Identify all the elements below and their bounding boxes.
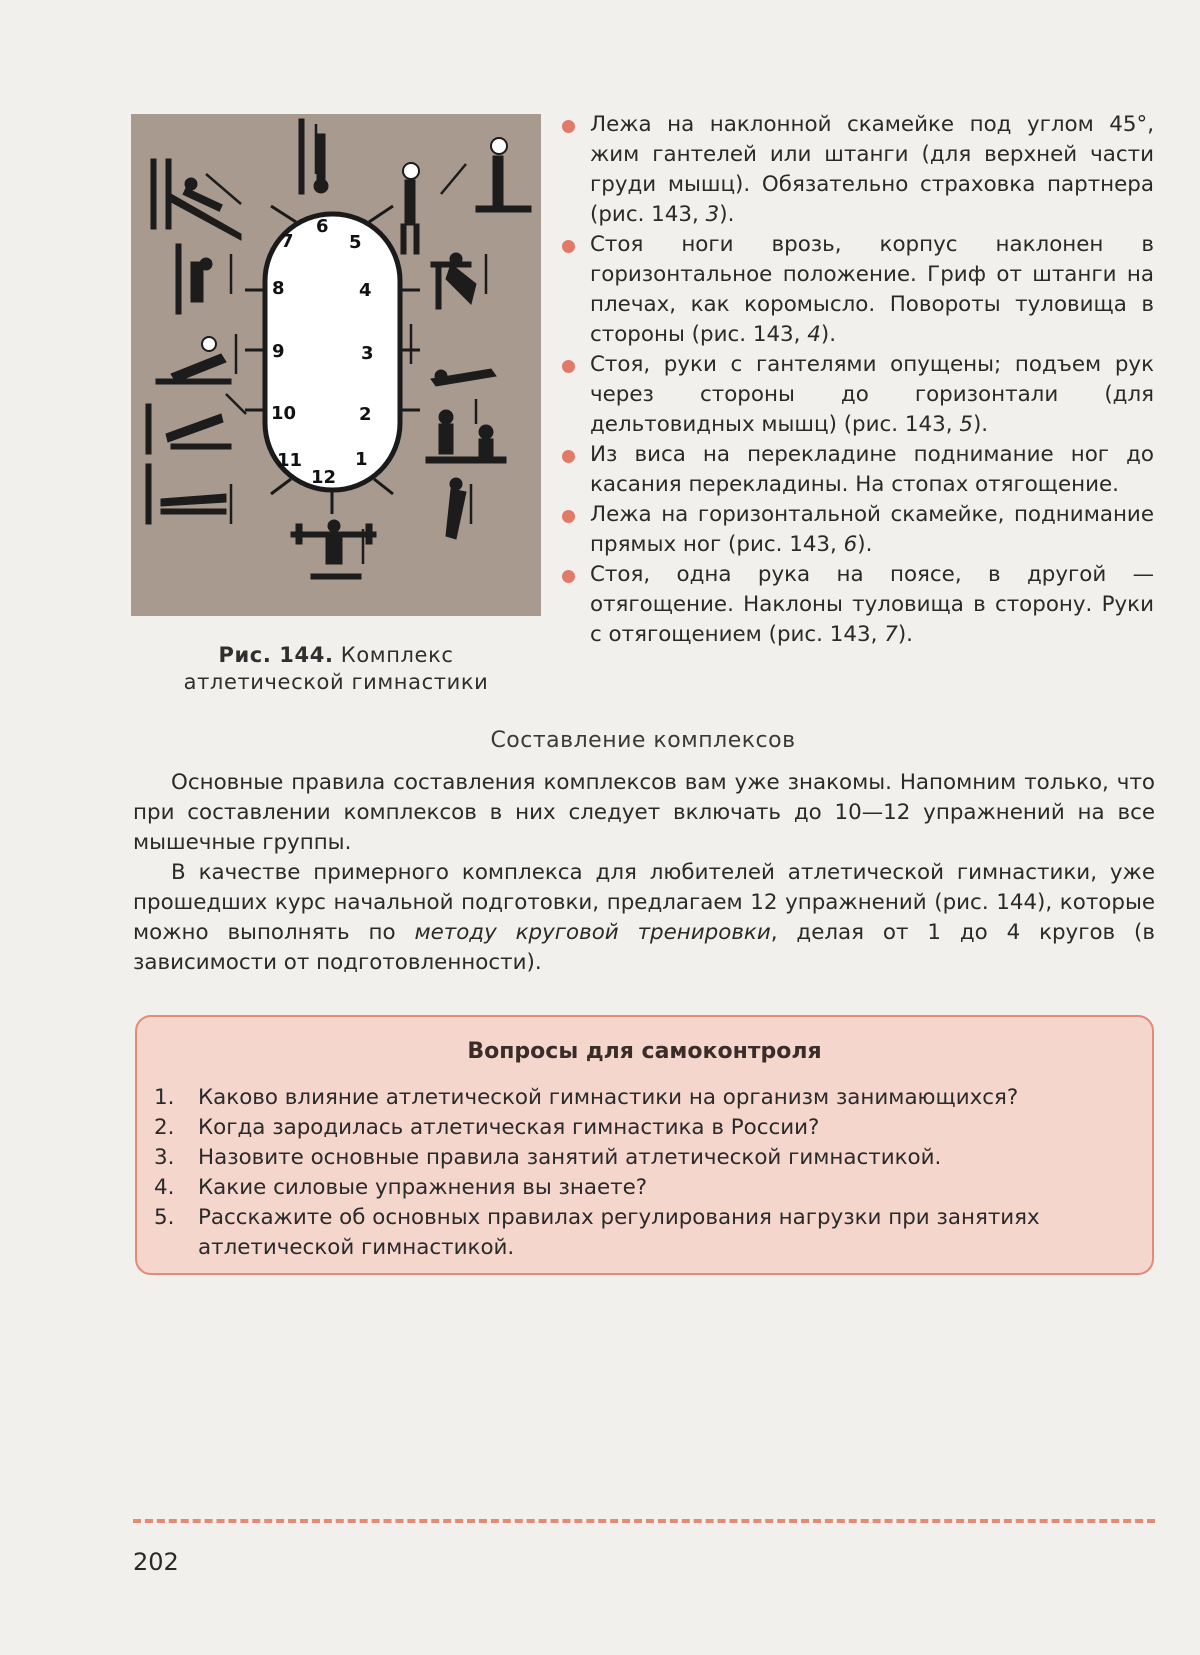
figure-caption-label: Рис. 144.: [218, 643, 334, 667]
question-list: [154, 1083, 1139, 1263]
figure-circuit-diagram: [131, 114, 541, 616]
station-9: 9: [272, 341, 285, 362]
station-6: 6: [316, 216, 329, 237]
station-12: 12: [311, 467, 337, 488]
question-item: 2. Когда зародилась атлетическая гимнастика в России?: [154, 1115, 820, 1140]
station-8: 8: [272, 278, 285, 299]
question-item: 3. Назовите основные правила занятий атлетической гимнастикой.: [154, 1145, 942, 1170]
self-check-title: Вопросы для самоконтроля: [467, 1039, 822, 1064]
exercise-item: Стоя ноги врозь, корпус наклонен в горизонтальное положение. Гриф от штанги на плечах, как коромысло. Повороты туловища в стороны (рис. 143, 4).: [560, 230, 1154, 350]
figure-caption: [131, 642, 541, 696]
exercise-item: Лежа на наклонной скамейке под углом 45°, жим гантелей или штанги (для верхней части груди мышц). Обязательно страховка партнера (рис. 143, 3).: [560, 110, 1154, 230]
exercise-item: Стоя, руки с гантелями опущены; подъем рук через стороны до горизонтали (для дельтовидных мышц) (рис. 143, 5).: [560, 350, 1154, 440]
station-3: 3: [361, 343, 374, 364]
page-number: 202: [133, 1548, 179, 1576]
station-10: 10: [271, 403, 297, 424]
question-item: 5. Расскажите об основных правилах регулирования нагрузки при занятиях атлетической гимнастикой.: [154, 1205, 1040, 1260]
station-4: 4: [359, 280, 372, 301]
figure-caption-line2: атлетической гимнастики: [183, 670, 489, 694]
question-item: 4. Какие силовые упражнения вы знаете?: [154, 1175, 648, 1200]
footer-divider: [133, 1519, 1155, 1523]
exercise-item: Стоя, одна рука на поясе, в другой — отягощение. Наклоны туловища в сторону. Руки с отягощением (рис. 143, 7).: [560, 560, 1154, 650]
self-check-box: [135, 1015, 1154, 1275]
paragraph-example: В качестве примерного комплекса для любителей атлетической гимнастики, уже прошедших курс начальной подготовки, предлагаем 12 упражнений (рис. 144), которые можно выполнять по методу круговой тренировки, делая от 1 до 4 кругов (в зависимости от подготовленности).: [133, 860, 1155, 975]
station-11: 11: [277, 450, 303, 471]
station-1: 1: [355, 449, 368, 470]
paragraph-rules: Основные правила составления комплексов вам уже знакомы. Напомним только, что при составлении комплексов в них следует включать до 10—12 упражнений на все мышечные группы.: [133, 770, 1155, 855]
section-title: Составление комплексов: [490, 728, 796, 753]
exercise-item: Лежа на горизонтальной скамейке, поднимание прямых ног (рис. 143, 6).: [560, 500, 1154, 560]
exercise-item: Из виса на перекладине поднимание ног до касания перекладины. На стопах отягощение.: [560, 440, 1154, 500]
circuit-oval: [265, 214, 400, 490]
exercise-list: [560, 110, 1154, 650]
question-item: 1. Каково влияние атлетической гимнастики на организм занимающихся?: [154, 1085, 1019, 1110]
station-7: 7: [281, 231, 294, 252]
station-2: 2: [359, 404, 372, 425]
figure-caption-title: Комплекс: [333, 643, 454, 667]
circuit-diagram-svg: [131, 114, 541, 616]
station-5: 5: [349, 232, 362, 253]
